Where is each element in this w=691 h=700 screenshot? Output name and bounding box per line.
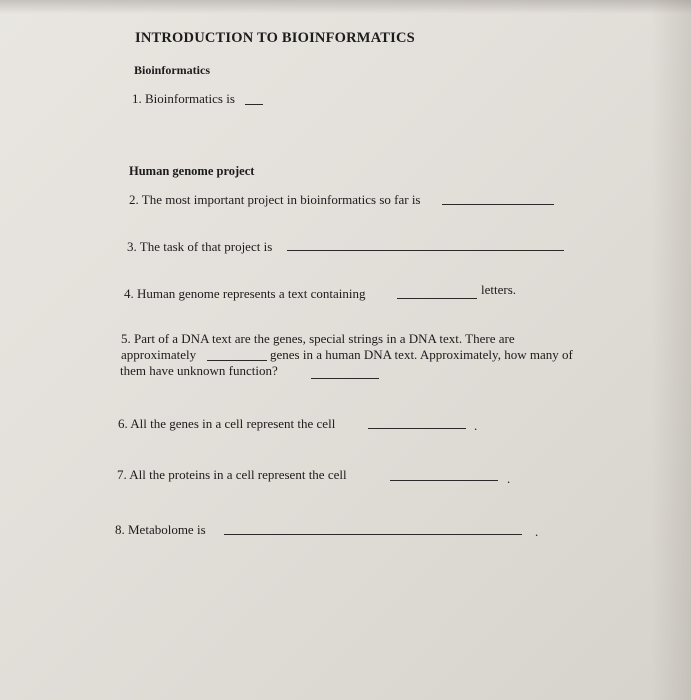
question-5-line-2b: genes in a human DNA text. Approximately, how many of xyxy=(270,347,573,362)
answer-blank-4[interactable] xyxy=(397,298,477,299)
page-title: INTRODUCTION TO BIOINFORMATICS xyxy=(135,30,415,46)
question-8: 8. Metabolome is xyxy=(115,522,206,537)
answer-blank-7[interactable] xyxy=(390,480,498,481)
answer-blank-6[interactable] xyxy=(368,428,466,429)
answer-blank-1[interactable] xyxy=(245,104,263,105)
answer-blank-5a[interactable] xyxy=(207,360,267,361)
answer-blank-2[interactable] xyxy=(442,204,554,205)
section-heading-human-genome: Human genome project xyxy=(129,164,255,178)
page-shadow xyxy=(651,0,691,700)
page-shadow xyxy=(0,0,691,14)
question-5-line-3: them have unknown function? xyxy=(120,363,278,378)
question-2: 2. The most important project in bioinformatics so far is xyxy=(129,192,421,207)
question-4-suffix: letters. xyxy=(481,282,517,297)
question-4: 4. Human genome represents a text containing xyxy=(124,286,366,301)
question-5-line-2a: approximately xyxy=(121,347,197,362)
period-8: . xyxy=(535,524,539,539)
answer-blank-5b[interactable] xyxy=(311,378,379,379)
period-7: . xyxy=(507,471,511,486)
question-5-line-1: 5. Part of a DNA text are the genes, special strings in a DNA text. There are xyxy=(121,331,515,346)
section-heading-bioinformatics: Bioinformatics xyxy=(134,63,210,77)
question-6: 6. All the genes in a cell represent the cell xyxy=(118,416,336,431)
period-6: . xyxy=(474,418,478,433)
question-7: 7. All the proteins in a cell represent the cell xyxy=(117,467,347,482)
answer-blank-8[interactable] xyxy=(224,534,522,535)
answer-blank-3[interactable] xyxy=(287,250,564,251)
question-3: 3. The task of that project is xyxy=(127,239,273,254)
question-1: 1. Bioinformatics is xyxy=(132,91,235,106)
